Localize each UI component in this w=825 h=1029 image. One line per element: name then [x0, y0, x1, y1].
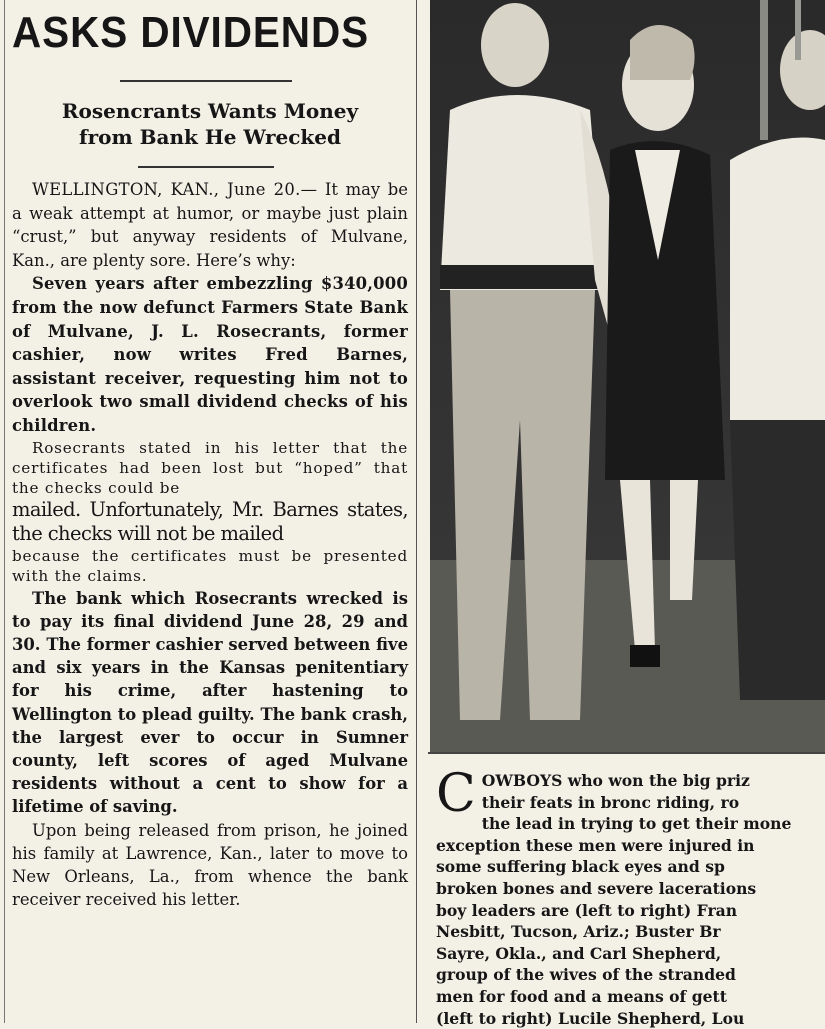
caption-line: group of the wives of the stranded: [436, 965, 736, 985]
caption-line: Nesbitt, Tucson, Ariz.; Buster Br: [436, 922, 721, 942]
caption-line: OWBOYS who won the big priz: [481, 771, 750, 790]
caption-line: (left to right) Lucile Shepherd, Lou: [436, 1008, 745, 1028]
dateline: WELLINGTON, KAN., June 20.—: [32, 180, 318, 199]
paragraph-1: It may be a weak attempt at humor, or maybe just plain “crust,” but anyway residents of Mulvane, Kan., are plenty sore. Here’s why:: [12, 180, 408, 270]
subheadline: [8, 98, 412, 150]
subhead-line-1: Rosencrants Wants Money: [61, 99, 359, 123]
caption-line: the lead in trying to get their mone: [481, 814, 792, 834]
caption-dropcap: C: [436, 770, 476, 824]
headline-rule: [120, 80, 292, 82]
subhead-rule: [138, 166, 274, 168]
article-body: [12, 178, 408, 911]
subhead-line-2: from Bank He Wrecked: [79, 125, 341, 149]
caption-line: broken bones and severe lacerations: [436, 878, 757, 898]
news-photo: [430, 0, 825, 752]
paragraph-3-cont: mailed. Unfortunately, Mr. Barnes states, the checks will not be mailed: [12, 498, 408, 546]
headline: ASKS DIVIDENDS: [12, 8, 370, 57]
paragraph-2: Seven years after embezzling $340,000 from the now defunct Farmers State Bank of Mulvane, J. L. Rosecrants, former cashier, now writes Fred Barnes, assistant receiver, requesting him not to overlook two small dividend checks of his children.: [12, 274, 408, 435]
photo-caption: [436, 770, 825, 1029]
caption-line: boy leaders are (left to right) Fran: [436, 900, 738, 920]
paragraph-3: Rosecrants stated in his letter that the certificates had been lost but “hoped” that the checks could be: [12, 438, 408, 497]
caption-line: men for food and a means of gett: [436, 986, 727, 1006]
paragraph-3-end: because the certificates must be presented with the claims.: [12, 547, 408, 586]
photo-cowboys-image: [430, 0, 825, 752]
caption-line: exception these men were injured in: [436, 835, 755, 855]
paragraph-4: The bank which Rosecrants wrecked is to pay its final dividend June 28, 29 and 30. The former cashier served between five and six years in the Kansas penitentiary for his crime, after hastening to Wellington to plead guilty. The bank crash, the largest ever to occur in Sumner county, left scores of aged Mulvane residents without a cent to show for a lifetime of saving.: [12, 588, 408, 817]
photo-rule: [428, 752, 825, 754]
paragraph-5: Upon being released from prison, he joined his family at Lawrence, Kan., later to move to New Orleans, La., from whence the bank receiver received his letter.: [12, 820, 408, 910]
caption-line: their feats in bronc riding, ro: [481, 792, 740, 812]
caption-line: some suffering black eyes and sp: [436, 857, 725, 877]
caption-line: Sayre, Okla., and Carl Shepherd,: [436, 943, 722, 963]
